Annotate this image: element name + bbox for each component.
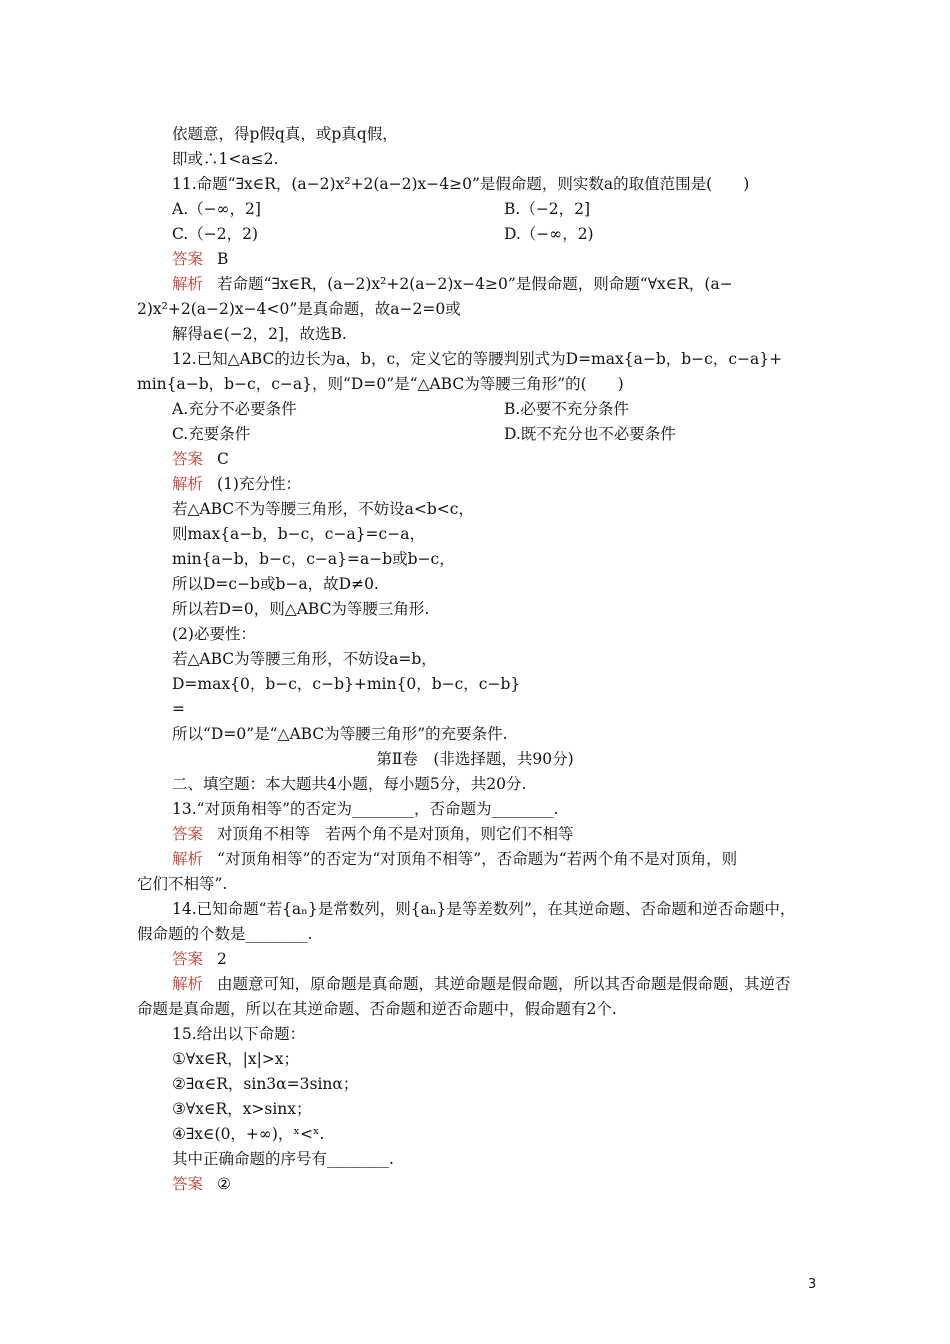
proposition-4: ④∃x∈(0，+∞)，ˣ<ˣ. xyxy=(172,1125,325,1143)
section-instructions: 二、填空题：本大题共4小题，每小题5分，共20分. xyxy=(172,775,527,793)
question-12: 12.已知△ABC的边长为a，b，c，定义它的等腰判别式为D=max{a−b，b−c，c−a}+ xyxy=(172,350,783,368)
text-line: 命题是真命题，所以在其逆命题、否命题和逆否命题中，假命题有2个. xyxy=(137,1000,617,1018)
answer-line: 答案 2 xyxy=(172,950,227,968)
text-line: 它们不相等”. xyxy=(137,875,228,893)
page-number: 3 xyxy=(808,1277,817,1292)
answer-label: 答案 xyxy=(172,825,204,843)
option-a: A.（−∞，2] xyxy=(172,200,261,218)
analysis-label: 解析 xyxy=(172,975,204,993)
option-d: D.既不充分也不必要条件 xyxy=(504,425,676,443)
text-line: 若△ABC为等腰三角形，不妨设a=b， xyxy=(172,650,437,668)
answer-line: 答案 C xyxy=(172,450,229,468)
question-11: 11.命题“∃x∈R，(a−2)x²+2(a−2)x−4≥0”是假命题，则实数a的取值范围是( ) xyxy=(172,175,750,193)
proposition-1: ①∀x∈R，|x|>x； xyxy=(172,1050,300,1068)
text-line: (2)必要性： xyxy=(172,625,256,643)
option-c: C.（−2，2) xyxy=(172,225,258,243)
answer-line: 答案 对顶角不相等 若两个角不是对顶角，则它们不相等 xyxy=(172,825,574,843)
text-line: 假命题的个数是________. xyxy=(137,925,313,943)
text-line: 解得a∈(−2，2]，故选B. xyxy=(172,325,347,343)
proposition-2: ②∃α∈R，sin3α=3sinα； xyxy=(172,1075,359,1093)
analysis-line: 解析 由题意可知，原命题是真命题，其逆命题是假命题，所以其否命题是假命题，其逆否 xyxy=(172,975,791,993)
question-15: 15.给出以下命题： xyxy=(172,1025,306,1043)
text-line: = xyxy=(172,700,185,718)
question-14: 14.已知命题“若{aₙ}是常数列，则{aₙ}是等差数列”，在其逆命题、否命题和逆否命题中， xyxy=(172,900,796,918)
analysis-line: 解析 (1)充分性： xyxy=(172,475,301,493)
text-line: 所以若D=0，则△ABC为等腰三角形. xyxy=(172,600,430,618)
text-line: min{a−b，b−c，c−a}=a−b或b−c， xyxy=(172,550,455,568)
text-line: D=max{0，b−c，c−b}+min{0，b−c，c−b} xyxy=(172,675,521,693)
analysis-label: 解析 xyxy=(172,475,204,493)
proposition-3: ③∀x∈R，x>sinx； xyxy=(172,1100,312,1118)
text-line: 依题意，得p假q真，或p真q假， xyxy=(172,125,398,143)
answer-line: 答案 ② xyxy=(172,1175,231,1193)
text-line: 所以“D=0”是“△ABC为等腰三角形”的充要条件. xyxy=(172,725,508,743)
analysis-label: 解析 xyxy=(172,850,204,868)
text-line: 所以D=c−b或b−a，故D≠0. xyxy=(172,575,379,593)
answer-label: 答案 xyxy=(172,1175,204,1193)
text-line: 即或∴1<a≤2. xyxy=(172,150,279,168)
text-line: 则max{a−b，b−c，c−a}=c−a， xyxy=(172,525,425,543)
text-line: 若△ABC不为等腰三角形，不妨设a<b<c， xyxy=(172,500,474,518)
option-c: C.充要条件 xyxy=(172,425,251,443)
text-line: 其中正确命题的序号有________. xyxy=(172,1150,394,1168)
analysis-line: 解析 “对顶角相等”的否定为“对顶角不相等”，否命题为“若两个角不是对顶角，则 xyxy=(172,850,738,868)
option-b: B.（−2，2] xyxy=(504,200,591,218)
section-heading: 第Ⅱ卷 (非选择题，共90分) xyxy=(376,750,574,768)
analysis-label: 解析 xyxy=(172,275,204,293)
option-d: D.（−∞，2) xyxy=(504,225,594,243)
text-line: 2)x²+2(a−2)x−4<0”是真命题，故a−2=0或 xyxy=(137,300,461,318)
answer-label: 答案 xyxy=(172,450,204,468)
answer-line: 答案 B xyxy=(172,250,229,268)
text-line: min{a−b，b−c，c−a}，则“D=0”是“△ABC为等腰三角形”的( ) xyxy=(137,375,624,393)
option-a: A.充分不必要条件 xyxy=(172,400,297,418)
answer-label: 答案 xyxy=(172,950,204,968)
option-b: B.必要不充分条件 xyxy=(504,400,629,418)
answer-label: 答案 xyxy=(172,250,204,268)
analysis-line: 解析 若命题“∃x∈R，(a−2)x²+2(a−2)x−4≥0”是假命题，则命题“∀x∈R，(a− xyxy=(172,275,733,293)
question-13: 13.“对顶角相等”的否定为________，否命题为________. xyxy=(172,800,559,818)
